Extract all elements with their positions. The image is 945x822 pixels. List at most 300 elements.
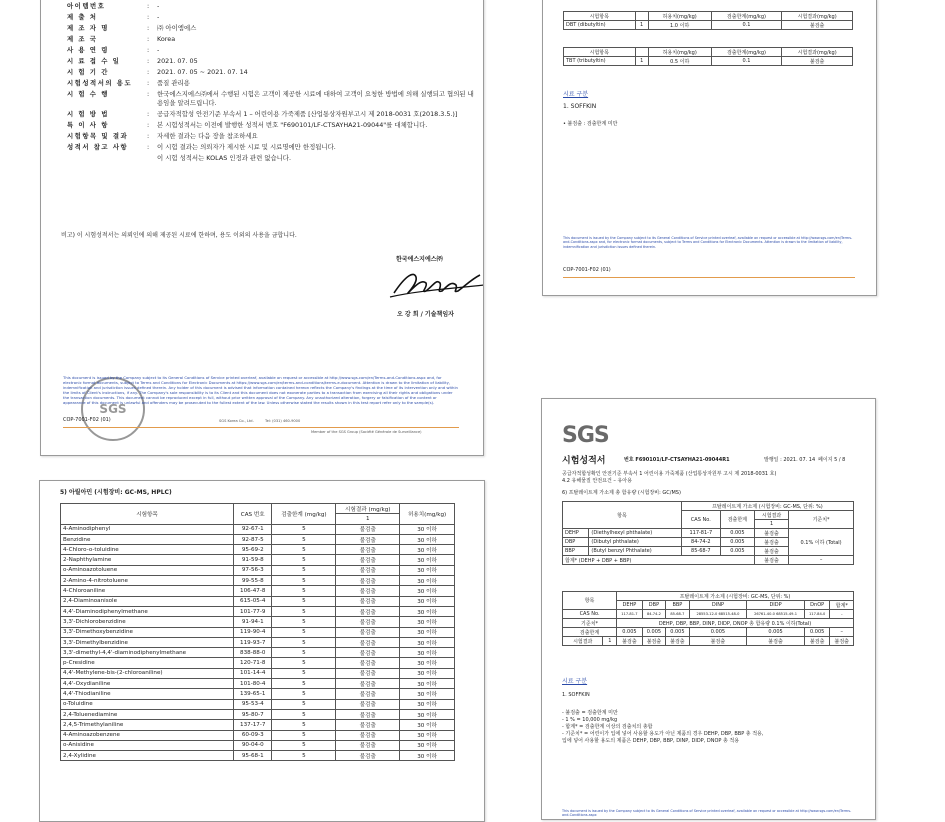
table-cell: 838-88-0 <box>234 648 272 658</box>
info-colon: : <box>147 35 150 43</box>
table-cell: 불검출 <box>336 586 400 596</box>
info-value: 2021. 07. 05 <box>157 57 198 65</box>
table-cell: 0.005 <box>720 538 754 547</box>
lod-cell: 0.005 <box>642 628 665 637</box>
info-value: - <box>157 46 160 54</box>
table-header-top: 프탈레이트계 가소제 (시험장비: GC-MS, 단위: %) <box>617 592 854 601</box>
table-cell: 불검출 <box>336 720 400 730</box>
table-cell: 5 <box>272 730 336 740</box>
table-cell: 60-09-3 <box>234 730 272 740</box>
info-value: 본 시험성적서는 이전에 발행한 성적서 번호 "F690101/LF-CTSAYHA21-09044"를 대체합니다. <box>157 121 428 129</box>
table-cell: 5 <box>272 740 336 750</box>
table-row <box>61 689 455 699</box>
table-cell: 불검출 <box>336 679 400 689</box>
section-title: 6) 프탈레이트계 가소제 총 함유량 (시험장비: GC/MS) <box>562 490 681 496</box>
table-cell: 5 <box>272 689 336 699</box>
table-cell: o-Aminoazotoluene <box>61 565 234 575</box>
info-label: 성적서 참고 사항 <box>67 143 129 151</box>
sample-name: 1. SOFFKIN <box>563 103 597 110</box>
table-cell: 30 이하 <box>400 565 455 575</box>
info-value: 품질 관리용 <box>157 79 190 87</box>
info-label: 제 출 처 <box>67 13 98 21</box>
table-cell: 5 <box>272 586 336 596</box>
phthalate-table-1 <box>562 501 854 565</box>
table-row <box>61 565 455 575</box>
info-label: 시 험 방 법 <box>67 110 109 118</box>
cas-cell: – <box>830 610 854 619</box>
info-colon: : <box>147 79 150 87</box>
table-cell: 불검출 <box>336 668 400 678</box>
table-cell: 30 이하 <box>400 545 455 555</box>
note-item: - 기준치* = 어린이가 입에 넣어 사용할 용도가 아닌 제품의 경우 DEHP, DBP, BBP 총 적용, <box>562 731 764 737</box>
res-cell: 불검출 <box>642 637 665 646</box>
col-subheader-sample: 1 <box>336 514 400 524</box>
table-row <box>61 751 455 761</box>
table-cell: 5 <box>272 658 336 668</box>
table-cell: 0.005 <box>720 547 754 556</box>
res-cell: 불검출 <box>804 637 830 646</box>
table-cell: 99-55-8 <box>234 576 272 586</box>
tbt-table <box>563 47 853 66</box>
table-cell: 117-81-7 <box>681 529 720 538</box>
footer-divider <box>563 277 855 278</box>
col-subheader-sample: 1 <box>754 520 788 529</box>
lod-cell: – <box>830 628 854 637</box>
lod-label: 검출한계 <box>563 628 617 637</box>
table-row <box>563 529 854 538</box>
table-cell: 615-05-4 <box>234 596 272 606</box>
table-cell: 101-77-9 <box>234 606 272 616</box>
col-header: DBP <box>642 601 665 610</box>
info-label: 특 이 사 항 <box>67 121 109 129</box>
info-label: 제 조 자 명 <box>67 24 109 32</box>
lod-cell: 0.005 <box>617 628 643 637</box>
cas-cell: 28553-12-0 68515-48-0 <box>689 610 747 619</box>
note-item: - 합계* = 검출한계 이상의 검출치의 총합 <box>562 724 653 730</box>
table-row <box>61 730 455 740</box>
table-cell: 불검출 <box>336 576 400 586</box>
info-value: ㈜ 아이엠에스 <box>157 24 197 32</box>
table-cell: 2,4-Toluenediamine <box>61 709 234 719</box>
table-cell: 5 <box>272 617 336 627</box>
col-header-limit: 기준치* <box>789 511 854 529</box>
res-cell: 불검출 <box>617 637 643 646</box>
col-header: DnOP <box>804 601 830 610</box>
intro-text-2: 4.2 유해물질 안전요건 – 유아용 <box>562 478 632 484</box>
table-cell: 101-80-4 <box>234 679 272 689</box>
info-value: 공급자적합성 안전기준 부속서 1 – 어린이용 가죽제품 [산업통상자원부고시 제 2018-0031 호(2018.3.5.)] <box>157 110 458 118</box>
lod-cell: 0.005 <box>689 628 747 637</box>
table-cell: 1.0 이하 <box>648 21 711 30</box>
sgs-korea-name: SGS Korea Co., Ltd. <box>219 419 254 423</box>
col-header: 시험항목 <box>564 48 636 57</box>
table-cell: 불검출 <box>754 529 788 538</box>
cas-label: CAS No. <box>563 610 617 619</box>
table-cell: 4-Aminoazobenzene <box>61 730 234 740</box>
table-cell: 5 <box>272 545 336 555</box>
table-cell: 4-Chloroaniline <box>61 586 234 596</box>
res-cell: 불검출 <box>666 637 689 646</box>
table-cell: 91-94-1 <box>234 617 272 627</box>
report-info-list <box>67 1 477 164</box>
sum-limit: – <box>789 556 854 565</box>
table-cell: o-Toluidine <box>61 699 234 709</box>
info-label: 시험항목 및 결과 <box>67 132 129 140</box>
col-header: 검출한계(mg/kg) <box>711 12 782 21</box>
res-cell: 불검출 <box>830 637 854 646</box>
table-cell: 3,3'-Dimethoxybenzidine <box>61 627 234 637</box>
sgs-address: Tel: (031) 460-9000 <box>265 419 301 423</box>
col-header-lod: 검출한계 <box>720 511 754 529</box>
table-row <box>61 699 455 709</box>
table-row <box>61 524 455 534</box>
col-header: 허용치(mg/kg) <box>648 48 711 57</box>
info-row <box>67 131 477 142</box>
res-label: 시험결과 <box>563 637 603 646</box>
table-row <box>61 606 455 616</box>
lod-cell: 0.005 <box>804 628 830 637</box>
table-cell: 119-93-7 <box>234 637 272 647</box>
res-cell: 불검출 <box>689 637 747 646</box>
table-cell: 30 이하 <box>400 720 455 730</box>
col-header <box>635 48 648 57</box>
note-item: - 1 % = 10,000 mg/kg <box>562 717 618 723</box>
info-row <box>67 120 477 131</box>
table-cell: 5 <box>272 699 336 709</box>
table-cell: 30 이하 <box>400 658 455 668</box>
table-cell: 불검출 <box>336 648 400 658</box>
info-value: 한국에스지에스㈜에서 수행된 시험은 고객이 제공한 시료에 대하여 고객이 요청한 방법에 의해 실행되고 협의된 내용임을 알려드립니다. <box>157 90 474 107</box>
table-row <box>61 534 455 544</box>
table-cell: 불검출 <box>336 627 400 637</box>
table-row <box>61 586 455 596</box>
cas-cell: 85-68-7 <box>666 610 689 619</box>
table-cell: 불검출 <box>336 730 400 740</box>
table-cell: 95-80-7 <box>234 709 272 719</box>
sample-name: 1. SOFFKIN <box>562 692 590 698</box>
table-cell: 불검출 <box>336 524 400 534</box>
table-cell: 0.1 <box>711 21 782 30</box>
info-row <box>67 142 477 153</box>
company-name: 한국에스지에스㈜ <box>396 256 443 263</box>
col-header: BBP <box>666 601 689 610</box>
table-cell: 92-67-1 <box>234 524 272 534</box>
table-cell: 30 이하 <box>400 668 455 678</box>
table-cell: 120-71-8 <box>234 658 272 668</box>
info-label: 사 용 연 령 <box>67 46 109 54</box>
table-cell: 106-47-8 <box>234 586 272 596</box>
disclaimer-text: This document is issued by the Company subject to its General Conditions of Service printed overleaf, available on request or accessible at http://www.sgs.com/en/Terms-and-Conditions.aspx and, for electronic format documents, subject to Terms and Conditions for Electronic Documents. Attention is drawn to the limitation of liability, indemnification and jurisdiction issues defined therein. <box>563 236 853 249</box>
table-cell: 84-74-2 <box>681 538 720 547</box>
col-header: 허용치(mg/kg) <box>648 12 711 21</box>
table-cell: 불검출 <box>336 555 400 565</box>
table-cell: 5 <box>272 555 336 565</box>
table-cell: BBP <box>563 547 589 556</box>
cas-cell: 117-81-7 <box>617 610 643 619</box>
info-row <box>67 78 477 89</box>
table-cell: 90-04-0 <box>234 740 272 750</box>
info-row <box>67 34 477 45</box>
info-label: 시험성적서의 용도 <box>67 79 133 87</box>
table-cell: 30 이하 <box>400 524 455 534</box>
table-cell: 불검출 <box>782 21 853 30</box>
table-cell: 4,4'-Oxydianiline <box>61 679 234 689</box>
cas-cell: 117-84-0 <box>804 610 830 619</box>
report-page-arylamine <box>39 480 485 822</box>
table-cell: 불검출 <box>336 545 400 555</box>
info-colon: : <box>147 90 150 98</box>
info-label: 시 료 접 수 일 <box>67 57 121 65</box>
info-row <box>67 56 477 67</box>
col-header-item: 항목 <box>563 502 682 529</box>
report-page-phthalate <box>541 398 876 820</box>
table-cell: 95-68-1 <box>234 751 272 761</box>
table-cell: p-Cresidine <box>61 658 234 668</box>
col-header: 시험결과(mg/kg) <box>782 12 853 21</box>
info-row <box>67 89 477 109</box>
table-header-top: 프탈레이트계 가소제 (시험장비: GC-MS, 단위: %) <box>681 502 853 511</box>
section-title: 5) 아릴아민 (시험장비: GC-MS, HPLC) <box>60 489 172 496</box>
table-cell: 30 이하 <box>400 596 455 606</box>
table-cell: 5 <box>272 534 336 544</box>
col-header: 시험결과(mg/kg) <box>782 48 853 57</box>
info-colon: : <box>147 46 150 54</box>
note-item: 입에 넣어 사용할 용도의 제품은 DEHP, DBP, BBP, DINP, DIDP, DNOP 총 적용 <box>562 738 740 744</box>
table-cell: DBP <box>563 538 589 547</box>
table-cell: 95-69-2 <box>234 545 272 555</box>
info-colon: : <box>147 121 150 129</box>
table-cell: 139-65-1 <box>234 689 272 699</box>
note-text: • 불검출 : 검출한계 미만 <box>563 121 618 127</box>
info-row <box>67 12 477 23</box>
table-cell: 30 이하 <box>400 576 455 586</box>
table-cell: 불검출 <box>336 751 400 761</box>
cas-cell: 84-74-2 <box>642 610 665 619</box>
col-header-item: 시험항목 <box>61 504 234 525</box>
info-value: 2021. 07. 05 ~ 2021. 07. 14 <box>157 68 248 76</box>
table-cell: 불검출 <box>336 658 400 668</box>
table-cell: 101-14-4 <box>234 668 272 678</box>
table-cell: 불검출 <box>336 689 400 699</box>
table-cell: 불검출 <box>754 538 788 547</box>
table-cell: 5 <box>272 648 336 658</box>
table-cell: 30 이하 <box>400 689 455 699</box>
table-cell: 30 이하 <box>400 606 455 616</box>
info-colon: : <box>147 132 150 140</box>
table-row <box>61 679 455 689</box>
sample-section-title: 시료 구분 <box>562 678 588 685</box>
info-row <box>67 45 477 56</box>
sgs-logo: SGS <box>562 423 609 448</box>
info-colon: : <box>147 110 150 118</box>
table-cell: 30 이하 <box>400 627 455 637</box>
table-cell: 불검출 <box>336 637 400 647</box>
info-label: 아이템번호 <box>67 2 106 10</box>
col-header: 합계* <box>830 601 854 610</box>
res-cell: 불검출 <box>747 637 805 646</box>
table-cell: (Diethylhexyl phthalate) <box>589 529 681 538</box>
sgs-stamp-text: SGS <box>99 402 127 416</box>
limit-cell: 0.1% 이하 (Total) <box>789 529 854 556</box>
sum-value: 불검출 <box>754 556 788 565</box>
table-cell: 0.005 <box>720 529 754 538</box>
table-cell: 3,3'-Dichlorobenzidine <box>61 617 234 627</box>
table-row <box>61 545 455 555</box>
phthalate-table-2 <box>562 591 854 646</box>
info-value: 이 시험 성적서는 KOLAS 인정과 관련 없습니다. <box>157 154 291 162</box>
info-colon: : <box>147 13 150 21</box>
info-row <box>67 109 477 120</box>
table-cell: 30 이하 <box>400 617 455 627</box>
table-cell: 137-17-7 <box>234 720 272 730</box>
table-cell: 3,3'-dimethyl-4,4'-diaminodiphenylmethane <box>61 648 234 658</box>
table-cell: 30 이하 <box>400 730 455 740</box>
info-label: 시 험 수 행 <box>67 90 109 98</box>
doc-code: COP-7001-F02 (01) <box>63 417 111 423</box>
report-title: 시험성적서 <box>562 456 606 466</box>
table-cell: 95-53-4 <box>234 699 272 709</box>
table-cell: 0.5 이하 <box>648 57 711 66</box>
dbt-table <box>563 11 853 30</box>
table-cell: 30 이하 <box>400 555 455 565</box>
col-header-lod: 검출한계 (mg/kg) <box>272 504 336 525</box>
table-cell: 4,4'-Thiodianiline <box>61 689 234 699</box>
table-cell: 30 이하 <box>400 679 455 689</box>
table-row <box>61 637 455 647</box>
table-cell: 불검출 <box>336 617 400 627</box>
table-cell: TBT (tributyltin) <box>564 57 636 66</box>
table-cell: 3,3'-Dimethylbenzidine <box>61 637 234 647</box>
sgs-member-text: Member of the SGS Group (Société Générale de Surveillance) <box>311 430 422 434</box>
table-cell: 5 <box>272 751 336 761</box>
table-cell: 119-90-4 <box>234 627 272 637</box>
report-page-organotin <box>542 0 877 296</box>
table-cell: Benzidine <box>61 534 234 544</box>
info-colon: : <box>147 24 150 32</box>
table-cell: 불검출 <box>336 606 400 616</box>
lod-cell: 0.005 <box>666 628 689 637</box>
info-label: 시 험 기 간 <box>67 68 109 76</box>
info-colon: : <box>147 2 150 10</box>
info-value: Korea <box>157 35 176 43</box>
table-row <box>61 555 455 565</box>
table-cell: 불검출 <box>336 565 400 575</box>
intro-text: 공급자적합성확인 안전기준 부속서 1 어린이용 가죽제품 (산업통상자원부 고시 제 2018-0031 호) <box>562 471 777 477</box>
sample-section-title: 시료 구분 <box>563 91 589 98</box>
table-cell: 5 <box>272 627 336 637</box>
table-cell: 30 이하 <box>400 740 455 750</box>
table-row <box>61 720 455 730</box>
info-row <box>67 153 477 164</box>
cas-cell: 26761-40-0 68515-49-1 <box>747 610 805 619</box>
table-cell: 97-56-3 <box>234 565 272 575</box>
col-header: DEHP <box>617 601 643 610</box>
std-label: 기준치* <box>563 619 617 628</box>
col-header-result: 시험결과 <box>754 511 788 520</box>
col-header-limit: 허용치(mg/kg) <box>400 504 455 525</box>
table-cell: 4-Aminodiphenyl <box>61 524 234 534</box>
table-cell: 5 <box>272 606 336 616</box>
doc-code: COP-7001-F02 (01) <box>563 267 611 273</box>
table-cell: 2,4-Diaminoanisole <box>61 596 234 606</box>
res-sample: 1 <box>603 637 617 646</box>
table-row <box>61 709 455 719</box>
table-cell: 2-Naphthylamine <box>61 555 234 565</box>
table-cell: 30 이하 <box>400 586 455 596</box>
info-colon: : <box>147 68 150 76</box>
table-cell: 5 <box>272 679 336 689</box>
col-header: DINP <box>689 601 747 610</box>
col-header-item: 항목 <box>563 592 617 610</box>
table-cell: 4,4'-Diaminodiphenylmethane <box>61 606 234 616</box>
col-header <box>635 12 648 21</box>
info-value: 자세한 결과는 다음 장을 참조하세요 <box>157 132 258 140</box>
info-value: 이 시험 결과는 의뢰자가 제시한 시료 및 시료명에만 한정됩니다. <box>157 143 336 151</box>
signer-name: 오 강 희 / 기술책임자 <box>397 311 454 318</box>
table-cell: 2-Amino-4-nitrotoluene <box>61 576 234 586</box>
table-cell: 불검출 <box>782 57 853 66</box>
table-row <box>61 668 455 678</box>
table-cell: 2,4-Xylidine <box>61 751 234 761</box>
table-cell: 0.1 <box>711 57 782 66</box>
table-cell: 1 <box>635 57 648 66</box>
col-header: 시험항목 <box>564 12 636 21</box>
lod-cell: 0.005 <box>747 628 805 637</box>
table-cell: 2,4,5-Trimethylaniline <box>61 720 234 730</box>
table-cell: o-Anisidine <box>61 740 234 750</box>
table-row <box>61 596 455 606</box>
table-cell: 1 <box>635 21 648 30</box>
table-cell: 5 <box>272 637 336 647</box>
table-cell: 불검출 <box>336 596 400 606</box>
info-row <box>67 67 477 78</box>
table-cell: 30 이하 <box>400 751 455 761</box>
arylamine-table <box>60 503 455 761</box>
issue-date: 발행일 : 2021. 07. 14 <box>764 457 816 463</box>
info-label: 제 조 국 <box>67 35 98 43</box>
remark-text: 비고) 이 시험성적서는 의뢰인에 의해 제공된 시료에 한하며, 용도 이외의 사용을 금합니다. <box>61 232 297 239</box>
table-row <box>61 617 455 627</box>
table-cell: 30 이하 <box>400 648 455 658</box>
footer-divider <box>63 427 459 428</box>
sum-label: 합계* (DEHP + DBP + BBP) <box>563 556 755 565</box>
table-cell: 30 이하 <box>400 637 455 647</box>
page-number: 페이지 5 / 8 <box>818 457 846 463</box>
col-header-cas: CAS No. <box>681 511 720 529</box>
table-cell: 4,4'-Methylene-bis-(2-chloroaniline) <box>61 668 234 678</box>
col-header-cas: CAS 번호 <box>234 504 272 525</box>
report-page-cover <box>40 0 484 456</box>
info-colon <box>147 153 157 164</box>
table-cell: 5 <box>272 668 336 678</box>
table-cell: 5 <box>272 720 336 730</box>
col-header-result: 시험결과 (mg/kg) <box>336 504 400 514</box>
table-cell: 30 이하 <box>400 709 455 719</box>
table-row <box>61 648 455 658</box>
info-label <box>67 153 147 164</box>
signature-image <box>386 265 484 301</box>
std-value: DEHP, DBP, BBP, DINP, DIDP, DNOP 총 함유량 0.1% 이하(Total) <box>617 619 854 628</box>
table-cell: DEHP <box>563 529 589 538</box>
info-colon: : <box>147 57 150 65</box>
table-cell: 불검출 <box>336 699 400 709</box>
table-cell: 5 <box>272 596 336 606</box>
table-cell: (Dibutyl phthalate) <box>589 538 681 547</box>
disclaimer-text: This document is issued by the Company subject to its General Conditions of Service printed overleaf, available on request or accessible at http://www.sgs.com/en/Terms-and-Conditions.aspx and, for electronic format documents, subject to Terms and Conditions for Electronic Documents at https://www.sgs.com/en/terms-and-conditions/terms-e-document. Attention is drawn to the limitation of liability, indemnification and jurisdiction issues defined therein. Any holder of this document is advised that information contained hereon reflects the Company's findings at the time of its intervention only and within the limits of Client's instructions, if any. The Company's sole responsibility is to its Client and this document does not exonerate parties to a transaction from exercising all their rights and obligations under the transaction documents. This document cannot be reproduced except in full, without prior written approval of the Company. Any unauthorized alteration, forgery or falsification of the content or appearance of this document is unlawful and offenders may be prosecuted to the fullest extent of the law. Unless otherwise stated the results shown in this test report refer only to the sample(s). <box>63 375 458 405</box>
table-cell: DBT (dibutyltin) <box>564 21 636 30</box>
table-cell: 91-59-8 <box>234 555 272 565</box>
table-cell: (Butyl benzyl Phthalate) <box>589 547 681 556</box>
